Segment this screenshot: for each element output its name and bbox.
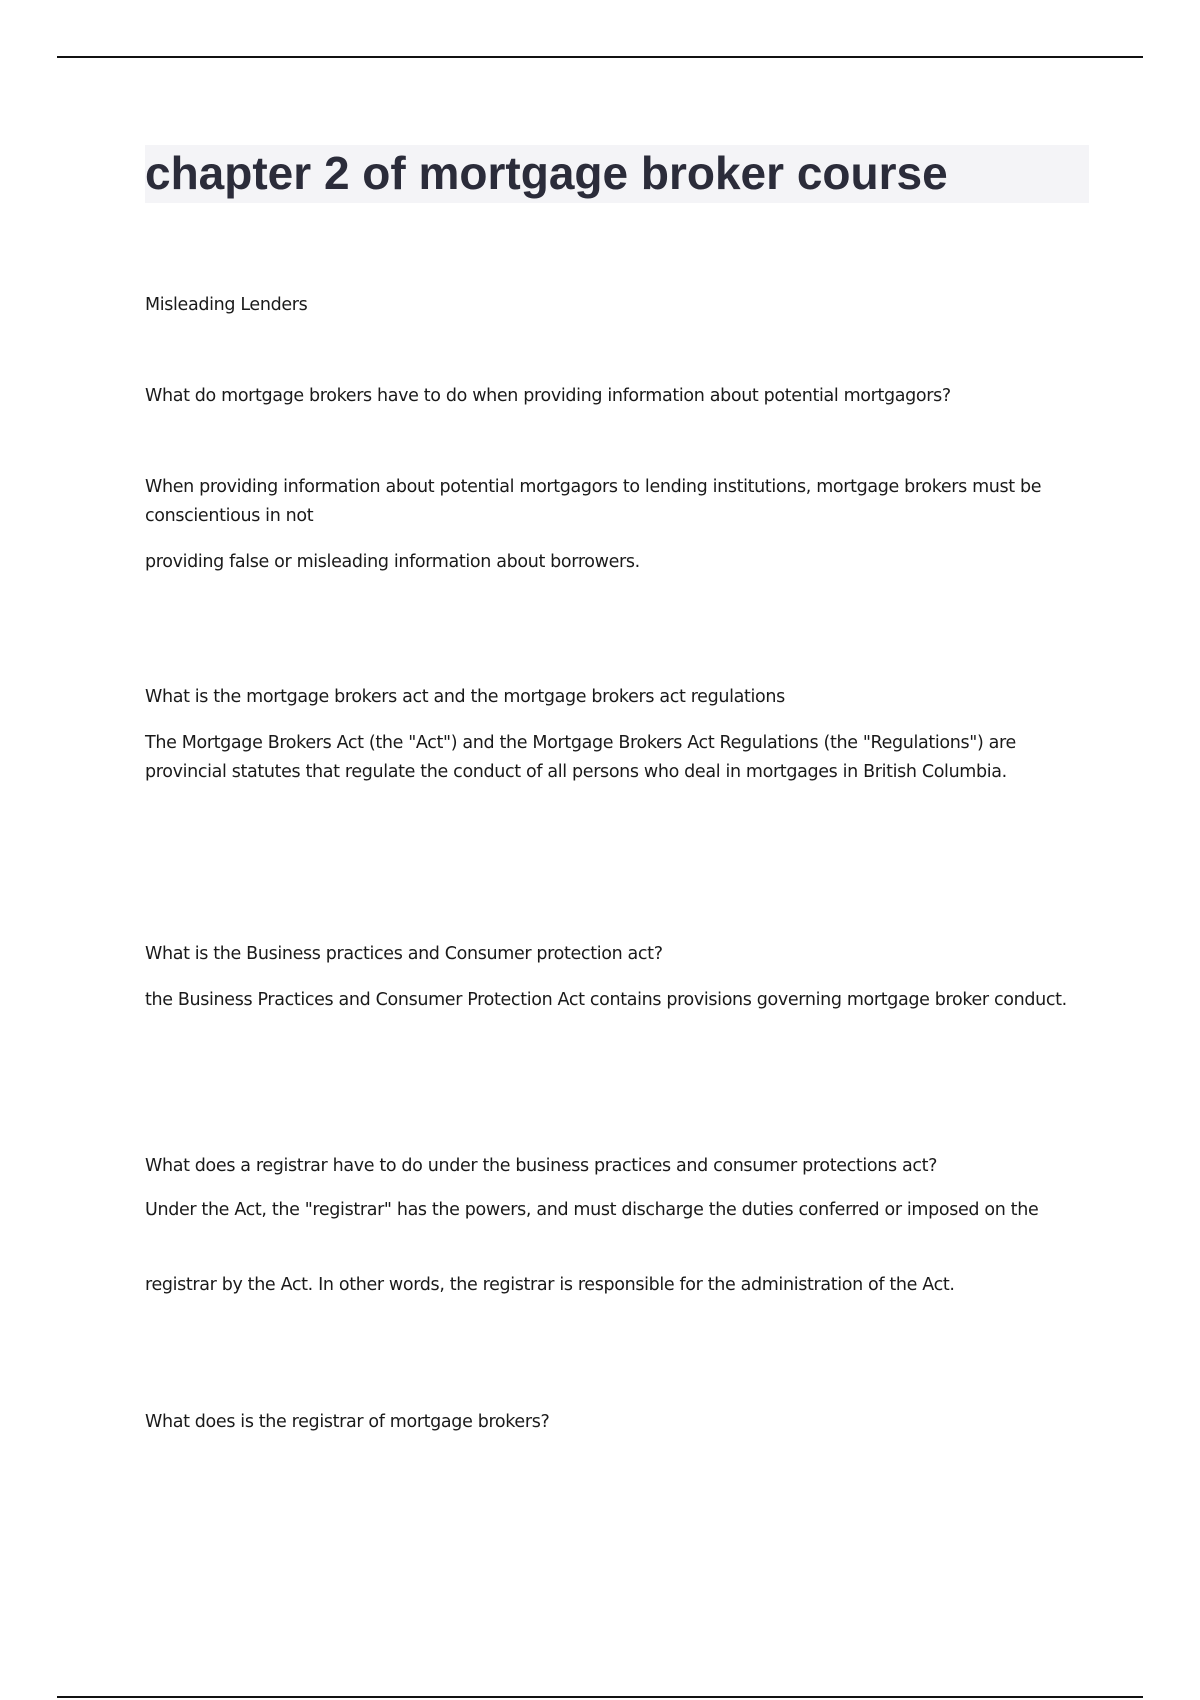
question-text: What is the mortgage brokers act and the mortgage brokers act regulations	[145, 687, 785, 707]
question-text: What does a registrar have to do under the business practices and consumer protections act?	[145, 1156, 938, 1176]
question-text: What does is the registrar of mortgage brokers?	[145, 1412, 550, 1432]
question-text: What is the Business practices and Consumer protection act?	[145, 944, 663, 964]
document-title: chapter 2 of mortgage broker course	[145, 147, 948, 199]
section-heading: Misleading Lenders	[145, 295, 308, 315]
answer-text: providing false or misleading information about borrowers.	[145, 552, 640, 572]
question-text: What do mortgage brokers have to do when providing information about potential mortgagors?	[145, 386, 951, 406]
answer-text: Under the Act, the "registrar" has the powers, and must discharge the duties conferred or imposed on the	[145, 1200, 1039, 1220]
answer-text: the Business Practices and Consumer Protection Act contains provisions governing mortgage broker conduct.	[145, 990, 1067, 1010]
top-rule	[57, 56, 1143, 58]
bottom-rule	[57, 1696, 1143, 1698]
answer-text: registrar by the Act. In other words, the registrar is responsible for the administration of the Act.	[145, 1275, 955, 1295]
answer-text: When providing information about potential mortgagors to lending institutions, mortgage brokers must be conscientious in not	[145, 477, 1042, 526]
answer-text: The Mortgage Brokers Act (the "Act") and the Mortgage Brokers Act Regulations (the "Regulations") are provincial statutes that regulate the conduct of all persons who deal in mortgages in British Columbia.	[145, 733, 1016, 782]
